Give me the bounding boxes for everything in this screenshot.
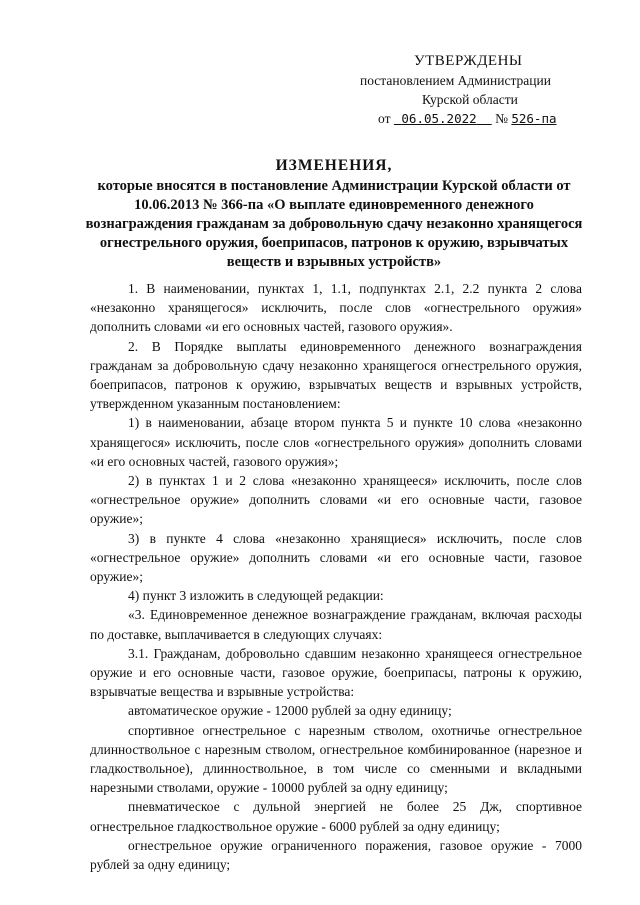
paragraph: автоматическое оружие - 12000 рублей за одну единицу; <box>128 703 452 719</box>
approval-title: УТВЕРЖДЕНЫ <box>414 53 523 69</box>
paragraph: пневматическое с дульной энергией не более 25 Дж, спортивное огнестрельное гладкоствольное оружие - 6000 рублей за одну единицу; <box>90 799 582 834</box>
approval-line-resolution: постановлением Администрации <box>360 73 551 88</box>
approval-number: 526-па <box>511 111 557 126</box>
paragraph: 3.1. Гражданам, добровольно сдавшим незаконно хранящееся огнестрельное оружие и его основные части, газовое оружие, боеприпасы, патроны к оружию, взрывчатые вещества и взрывные устройства: <box>90 645 582 700</box>
paragraph: 2) в пунктах 1 и 2 слова «незаконно хранящееся» исключить, после слов «огнестрельное оружие» дополнить словами «и его основные части, газовое оружие»; <box>90 473 582 527</box>
approval-date: 06.05.2022 <box>401 111 477 126</box>
document-body <box>90 279 582 874</box>
approval-line-region: Курской области <box>422 92 518 107</box>
paragraph: 2. В Порядке выплаты единовременного денежного вознаграждения гражданам за добровольную сдачу незаконно хранящегося огнестрельного оружия, боеприпасов, патронов к оружию, взрывчатых веществ и взрывных устройств, утвержденном указанным постановлением: <box>90 338 582 412</box>
paragraph: «3. Единовременное денежное вознаграждение гражданам, включая расходы по доставке, выплачивается в следующих случаях: <box>90 607 582 642</box>
approval-number-sign: № <box>495 111 508 126</box>
document-heading <box>84 156 584 272</box>
paragraph: 4) пункт 3 изложить в следующей редакции: <box>128 588 384 604</box>
approval-date-line <box>360 109 600 128</box>
heading-subtitle: которые вносятся в постановление Администрации Курской области от 10.06.2013 № 366-па «О выплате единовременного денежного вознаграждения гражданам за добровольную сдачу незаконно хранящегося огнестрельного оружия, боеприпасов, патронов к оружию, взрывчатых веществ и взрывных устройств» <box>85 178 583 270</box>
approval-stamp <box>360 52 600 128</box>
paragraph: 1. В наименовании, пунктах 1, 1.1, подпунктах 2.1, 2.2 пункта 2 слова «незаконно хранящегося» исключить, после слов «огнестрельного оружия» дополнить словами «и его основных частей, газового оружия». <box>90 281 582 335</box>
paragraph: огнестрельное оружие ограниченного поражения, газовое оружие - 7000 рублей за одну единицу; <box>90 837 582 873</box>
paragraph: 1) в наименовании, абзаце втором пункта 5 и пункте 10 слова «незаконно хранящегося» исключить, после слов «огнестрельного оружия» дополнить словами «и его основных частей, газового оружия»; <box>90 415 582 469</box>
approval-from-label: от <box>378 111 391 126</box>
paragraph: 3) в пункте 4 слова «незаконно хранящиеся» исключить, после слов «огнестрельное оружие» дополнить словами «и его основные части, газовое оружие»; <box>90 530 582 585</box>
heading-title: ИЗМЕНЕНИЯ, <box>275 157 393 174</box>
paragraph: спортивное огнестрельное с нарезным стволом, охотничье огнестрельное длинноствольное с нарезным стволом, огнестрельное комбинированное (нарезное и гладкоствольное), длинноствольное, в том числе со сменными и вкладными нарезными стволами, оружие - 10000 рублей за одну единицу; <box>90 722 582 796</box>
